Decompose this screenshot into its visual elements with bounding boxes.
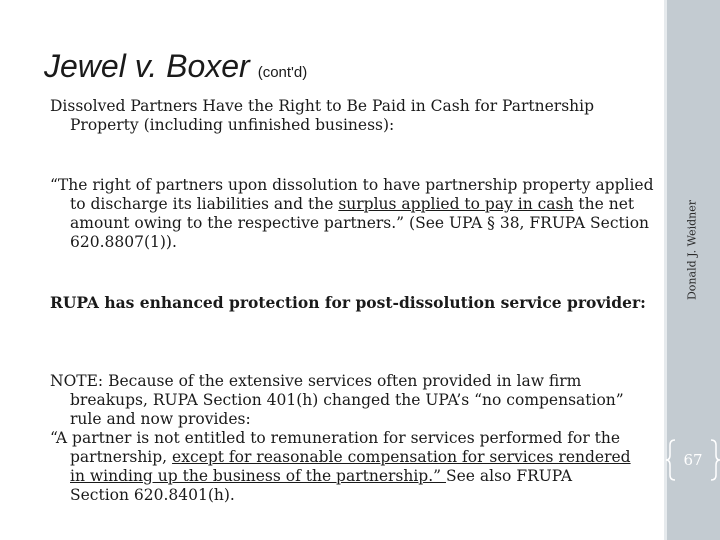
- rupa-heading: RUPA has enhanced protection for post-dissolution service provider:: [50, 293, 646, 312]
- note-quote: [50, 429, 635, 505]
- author-label: Donald J. Weidner: [685, 199, 699, 301]
- note-quote-text-2: See also FRUPA Section 620.8401(h).: [70, 467, 573, 504]
- quote-underlined: surplus applied to pay in cash: [338, 195, 574, 213]
- page-number-badge: [666, 437, 720, 483]
- quote-paragraph: [50, 176, 655, 252]
- title-main: Jewel v. Boxer: [44, 48, 250, 84]
- note-block: [50, 372, 635, 505]
- title-sub: (cont'd): [257, 64, 308, 81]
- note-quote-underlined: except for reasonable compensation for services rendered in winding up the business of the partnership.”: [70, 448, 631, 485]
- page-number: 67: [683, 451, 703, 469]
- quote-text-1: “The right of partners upon dissolution to have partnership property applied to discharge its liabilities and the: [50, 176, 654, 213]
- note-text: NOTE: Because of the extensive services often provided in law firm breakups, RUPA Section 401(h) changed the UPA’s “no compensation” rule and now provides:: [50, 372, 624, 428]
- quote-text-2: the net amount owing to the respective partners.” (See UPA § 38, FRUPA Section 620.8807(1)).: [70, 195, 650, 251]
- section-heading: Dissolved Partners Have the Right to Be Paid in Cash for Partnership Property (including unfinished business):: [50, 97, 595, 134]
- slide-title: [44, 48, 307, 85]
- note-quote-text-1: “A partner is not entitled to remuneration for services performed for the partnership,: [50, 429, 621, 466]
